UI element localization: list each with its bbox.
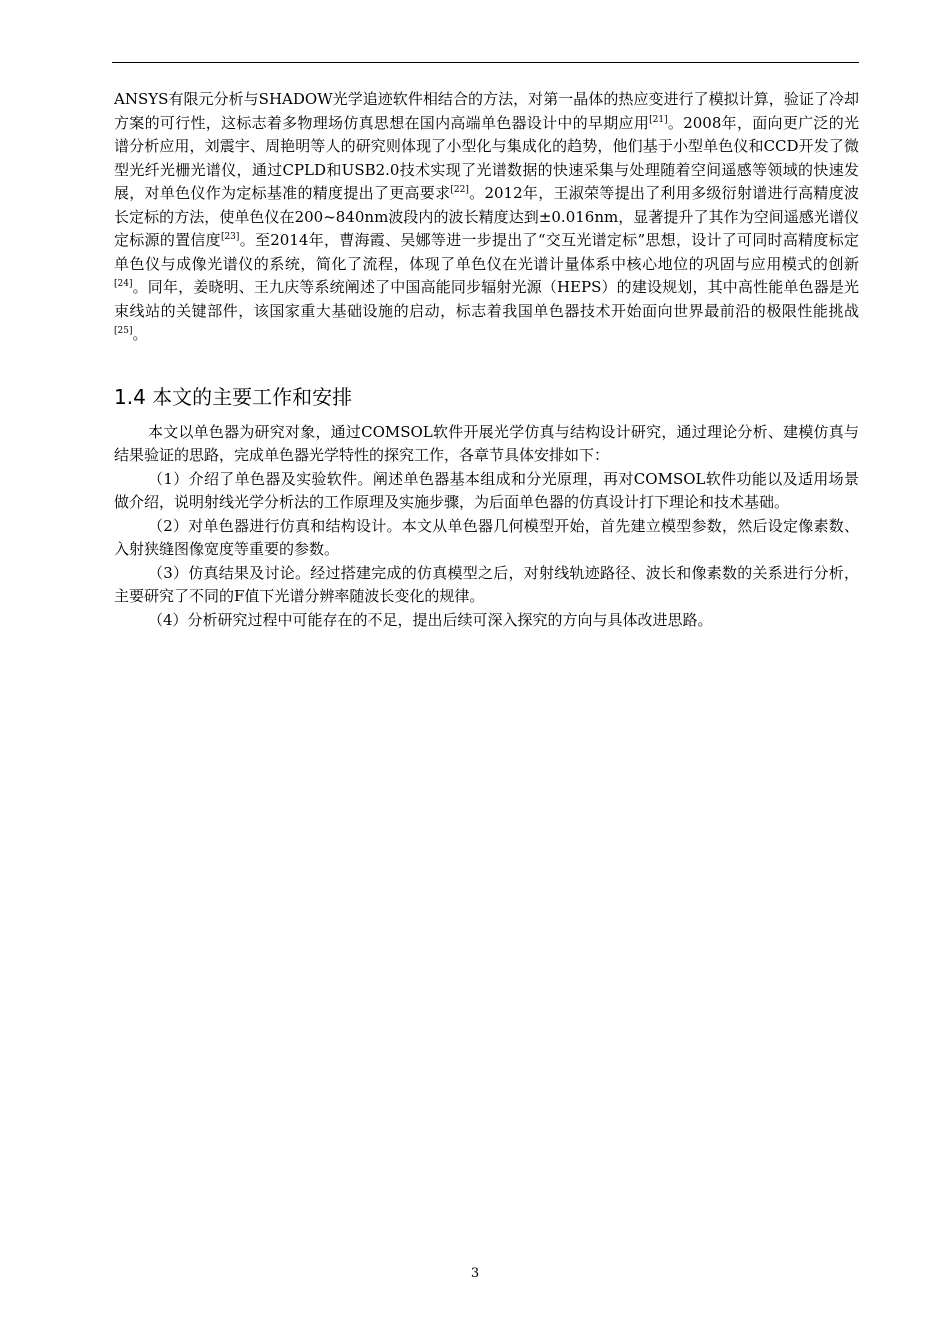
citation-25: [25] xyxy=(114,326,133,336)
section-paragraph-item-2: （2）对单色器进行仿真和结构设计。本文从单色器几何模型开始，首先建立模型参数，然后设定像素数、入射狭缝图像宽度等重要的参数。 xyxy=(114,516,859,558)
page-content xyxy=(114,88,859,632)
section-paragraph-item-1: （1）介绍了单色器及实验软件。阐述单色器基本组成和分光原理，再对COMSOL软件功能以及适用场景做介绍，说明射线光学分析法的工作原理及实施步骤，为后面单色器的仿真设计打下理论和技术基础。 xyxy=(114,469,859,511)
citation-23: [23] xyxy=(220,232,240,242)
intro-text-6: 。 xyxy=(132,325,148,343)
section-paragraph-item-3: （3）仿真结果及讨论。经过搭建完成的仿真模型之后，对射线轨迹路径、波长和像素数的关系进行分析，主要研究了不同的F值下光谱分辨率随波长变化的规律。 xyxy=(114,563,859,605)
intro-paragraph xyxy=(114,88,859,347)
intro-text-3: 。2012年，王淑荣等提出了利用多级衍射谱进行高精度波长定标的方法，使单色仪在200~840nm波段内的波长精度达到±0.016nm，显著提升了其作为空间遥感光谱仪定标源的置信度 xyxy=(114,184,859,249)
section-paragraph-item-4: （4）分析研究过程中可能存在的不足，提出后续可深入探究的方向与具体改进思路。 xyxy=(148,610,713,629)
page-number: 3 xyxy=(470,1266,480,1281)
intro-text-5: 。同年，姜晓明、王九庆等系统阐述了中国高能同步辐射光源（HEPS）的建设规划，其中高性能单色器是光束线站的关键部件，该国家重大基础设施的启动，标志着我国单色器技术开始面向世界最前沿的极限性能挑战 xyxy=(114,278,859,320)
header-rule xyxy=(112,62,859,63)
citation-24: [24] xyxy=(114,279,133,289)
intro-text-1: ANSYS有限元分析与SHADOW光学追迹软件相结合的方法，对第一晶体的热应变进行了模拟计算，验证了冷却方案的可行性，这标志着多物理场仿真思想在国内高端单色器设计中的早期应用 xyxy=(114,90,859,132)
section-paragraph-overview: 本文以单色器为研究对象，通过COMSOL软件开展光学仿真与结构设计研究，通过理论分析、建模仿真与结果验证的思路，完成单色器光学特性的探究工作，各章节具体安排如下： xyxy=(114,422,859,464)
intro-text-2: 。2008年，面向更广泛的光谱分析应用，刘震宇、周艳明等人的研究则体现了小型化与集成化的趋势，他们基于小型单色仪和CCD开发了微型光纤光栅光谱仪，通过CPLD和USB2.0技术实现了光谱数据的快速采集与处理随着空间遥感等领域的快速发展，对单色仪作为定标基准的精度提出了更高要求 xyxy=(114,113,859,202)
section-title: 1.4 本文的主要工作和安排 xyxy=(114,384,353,409)
citation-22: [22] xyxy=(450,185,469,195)
intro-text-4: 。至2014年，曹海霞、吴娜等进一步提出了“交互光谱定标”思想，设计了可同时高精度标定单色仪与成像光谱仪的系统，简化了流程，体现了单色仪在光谱计量体系中核心地位的巩固与应用模式的创新 xyxy=(114,231,859,273)
citation-21: [21] xyxy=(649,114,668,125)
